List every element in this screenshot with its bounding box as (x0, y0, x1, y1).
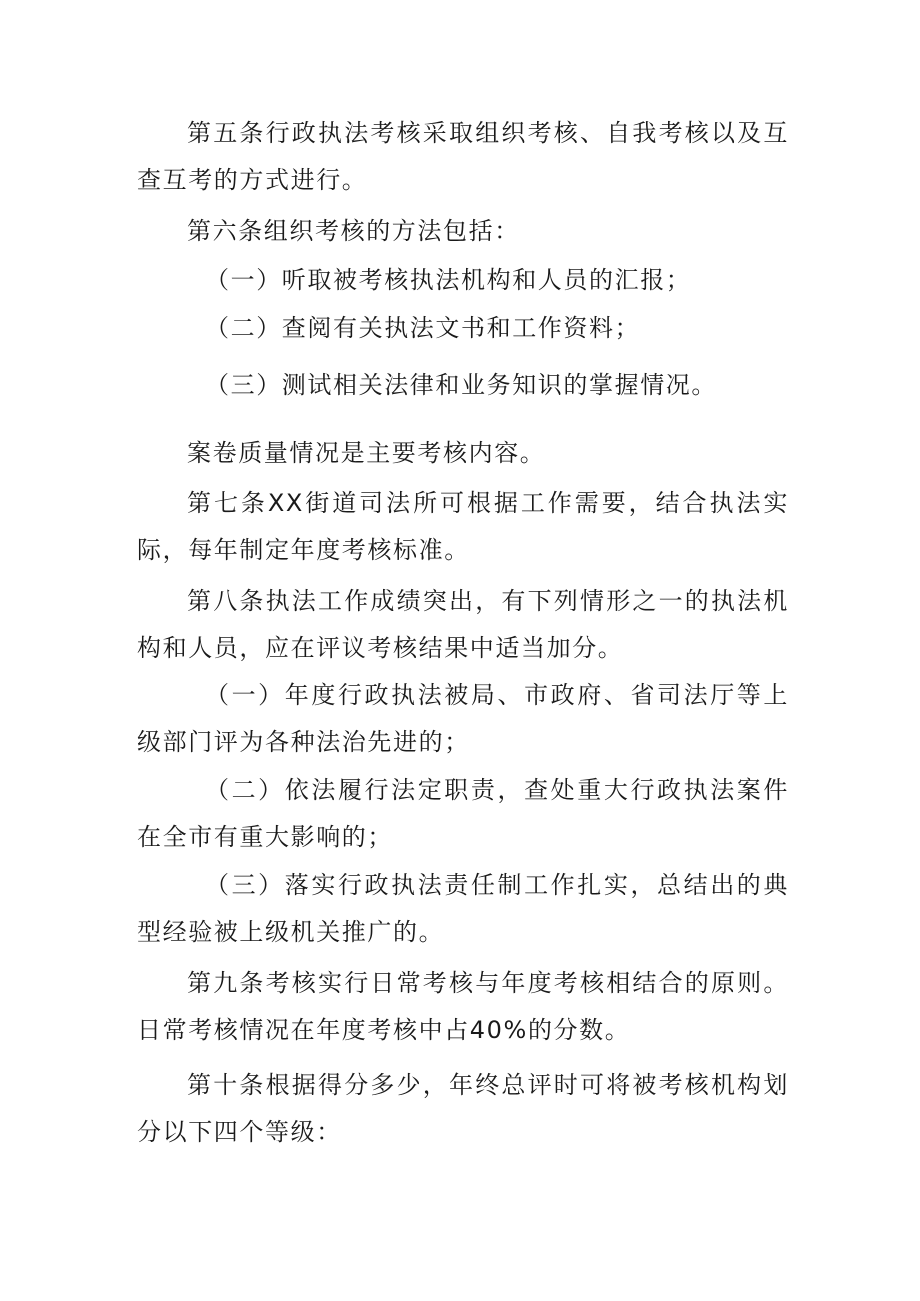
case-quality-paragraph: 案卷质量情况是主要考核内容。 (187, 439, 546, 467)
article-8-item-3: （三）落实行政执法责任制工作扎实，总结出的典型经验被上级机关推广的。 (137, 871, 789, 946)
article-5-paragraph: 第五条行政执法考核采取组织考核、自我考核以及互查互考的方式进行。 (137, 119, 789, 194)
article-7-paragraph: 第七条XX街道司法所可根据工作需要，结合执法实际，每年制定年度考核标准。 (137, 489, 789, 564)
article-10-paragraph: 第十条根据得分多少，年终总评时可将被考核机构划分以下四个等级： (137, 1071, 789, 1146)
article-6-paragraph: 第六条组织考核的方法包括： (187, 217, 520, 245)
article-6-item-1: （一）听取被考核执法机构和人员的汇报； (205, 266, 692, 294)
article-8-item-1: （一）年度行政执法被局、市政府、省司法厅等上级部门评为各种法治先进的； (137, 681, 789, 756)
article-8-item-2: （二）依法履行法定职责，查处重大行政执法案件在全市有重大影响的； (137, 776, 789, 851)
article-9-paragraph: 第九条考核实行日常考核与年度考核相结合的原则。日常考核情况在年度考核中占40%的分数。 (137, 969, 789, 1044)
article-8-paragraph: 第八条执法工作成绩突出，有下列情形之一的执法机构和人员，应在评议考核结果中适当加分。 (137, 587, 789, 662)
article-6-item-2: （二）查阅有关执法文书和工作资料； (205, 314, 641, 342)
article-6-item-3: （三）测试相关法律和业务知识的掌握情况。 (205, 371, 717, 399)
